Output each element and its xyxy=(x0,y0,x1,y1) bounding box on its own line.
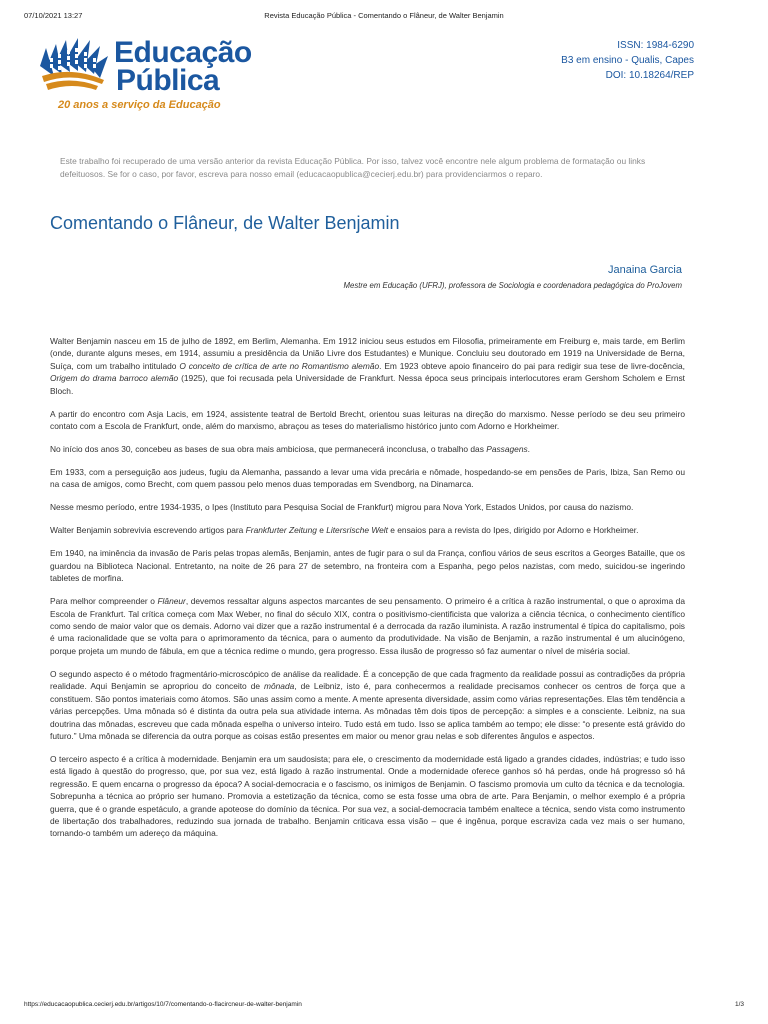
body-paragraph xyxy=(50,443,685,455)
logo-text-line2: Pública xyxy=(116,64,220,97)
text-segment: Para melhor compreender o xyxy=(50,596,158,607)
open-book-icon xyxy=(36,36,116,94)
text-segment: No início dos anos 30, concebeu as bases de sua obra mais ambiciosa, que permanecerá inconclusa, o trabalho das xyxy=(50,444,487,455)
print-datetime: 07/10/2021 13:27 xyxy=(24,11,83,20)
body-paragraph xyxy=(50,547,685,584)
italic-title: Origem do drama barroco alemão xyxy=(50,373,179,384)
italic-title: Passagens xyxy=(486,444,528,455)
site-logo[interactable] xyxy=(36,34,266,120)
italic-title: Litersrische Welt xyxy=(326,525,388,536)
body-paragraph xyxy=(50,753,685,840)
text-segment: Em 1933, com a perseguição aos judeus, fugiu da Alemanha, passando a levar uma vida precária e nômade, hospedando-se em pensões de Paris, Ibiza, San Remo ou na casa de amigos, como Brecht, com quem passou pelo menos duas temporadas em Svendborg, na Dinamarca. xyxy=(50,467,685,490)
body-paragraph xyxy=(50,466,685,491)
text-segment: O segundo aspecto é o método fragmentário-microscópico de análise da realidade. É a concepção de que cada fragmento da realidade possui as contradições da própria realidade. Aqui Benjamin se apropriou do conceito de xyxy=(50,668,685,692)
author-description: Mestre em Educação (UFRJ), professora de Sociologia e coordenadora pedagógica do ProJovem xyxy=(343,281,682,290)
italic-title: Flâneur xyxy=(157,596,186,607)
recovered-version-notice: Este trabalho foi recuperado de uma versão anterior da revista Educação Pública. Por isso, talvez você encontre nele algum problema de formatação ou links defeituosos. Se for o caso, por favor, escreva para nosso email (educacaopublica@cecierj.edu.br) para providenciarmos o reparo. xyxy=(60,156,646,180)
print-page-title: Revista Educação Pública - Comentando o Flâneur, de Walter Benjamin xyxy=(264,11,504,20)
italic-title: mônada xyxy=(264,681,295,692)
text-segment: A partir do encontro com Asja Lacis, em 1924, assistente teatral de Bertold Brecht, orientou suas leituras na direção do marxismo. Nesse período se deu seu primeiro contato com a Escola de Frankfurt, onde, além do marxismo, abraçou as teses do materialismo histórico junto com Adorno e Horkheimer. xyxy=(50,408,685,432)
body-paragraph xyxy=(50,524,685,536)
text-segment: e xyxy=(316,525,327,536)
text-segment: Nesse mesmo período, entre 1934-1935, o Ipes (Instituto para Pesquisa Social de Frankfurt) migrou para Nova York, Estados Unidos, por causa do nazismo. xyxy=(50,502,634,513)
logo-text-line1: Educação xyxy=(114,36,252,69)
doi: DOI: 10.18264/REP xyxy=(605,70,694,81)
journal-meta xyxy=(561,38,694,83)
article-body xyxy=(50,335,685,850)
body-paragraph xyxy=(50,408,685,433)
text-segment: e ensaios para a revista do Ipes, dirigido por Adorno e Horkheimer. xyxy=(387,525,639,536)
qualis-rating: B3 em ensino - Qualis, Capes xyxy=(561,55,694,66)
text-segment: Em 1940, na iminência da invasão de Paris pelas tropas alemãs, Benjamin, antes de fugir para o sul da França, confiou vários de seus escritos a Georges Bataille, que os guardou na Biblioteca Nacional. Entretanto, na noite de 26 para 27 de setembro, na fronteira com a Espanha, pego pelos nazistas, com medo, suicidou-se ingerindo tabletes de morfina. xyxy=(50,548,685,584)
issn: ISSN: 1984-6290 xyxy=(617,40,694,51)
text-segment: Walter Benjamin sobrevivia escrevendo artigos para xyxy=(50,525,246,536)
italic-title: O conceito de crítica de arte no Romantismo alemão xyxy=(179,360,380,371)
print-page-number: 1/3 xyxy=(734,1001,744,1008)
author-name[interactable]: Janaina Garcia xyxy=(608,264,682,276)
text-segment: , devemos ressaltar alguns aspectos marcantes de seu pensamento. O primeiro é a crítica à razão instrumental, o que o aproxima da Escola de Frankfurt. Tal crítica começa com Max Weber, no final do século XIX, contra o positivismo-cientificista que valoriza a ciência técnica, o conhecimento científico como sendo de maior valor que os demais. Adorno vai dizer que a razão instrumental é a derrocada da razão iluminista. A razão instrumental é típica do capitalismo, pois é uma racionalidade que se volta para o aprimoramento da técnica, para o aumento da produtividade. Na visão de Benjamin, a razão instrumental é um alucinógeno, porque projeta um mundo de fábula, em que a técnica redime o mundo, gera progresso. Essa ilusão de progresso só faz aumentar o nível de miséria social. xyxy=(50,596,686,656)
body-paragraph xyxy=(50,595,685,657)
italic-title: Frankfurter Zeitung xyxy=(245,525,317,536)
body-paragraph xyxy=(50,335,685,397)
print-url: https://educacaopublica.cecierj.edu.br/artigos/10/7/comentando-o-flacircneur-de-walter-benjamin xyxy=(24,1001,302,1008)
text-segment: O terceiro aspecto é a crítica à modernidade. Benjamin era um saudosista; para ele, o crescimento da modernidade está ligado a grandes cidades, indústrias; e tudo isso está ligado à questão do progresso, que, por sua vez, está ligado à razão instrumental. Onde a modernidade oferece ganhos só há perdas, onde há progresso só há regressão. E quem encarna o progresso da época? A social-democracia e o fascismo, os inimigos de Benjamin. O fascismo promovia um culto da técnica e da tecnologia. Sobrepunha a técnica ao próprio ser humano. Promovia a estetização da técnica, como se esta fosse uma obra de arte. Para Benjamin, o melhor exemplo é a própria guerra, que é o grande espetáculo, a grande apoteose do domínio da técnica. Por sua vez, a social-democracia também enaltece a técnica, sendo vista como instrumento de libertação dos trabalhadores, reduzindo sua jornada de trabalho. Benjamin criticava essa visão – que é ingênua, porque escraviza cada vez mais o ser humano, tornando-o também um adereço da máquina. xyxy=(50,753,685,839)
text-segment: , de Leibniz, isto é, para conhecermos a realidade precisamos conhecer os centros de força que a constituem. São pontos imateriais como átomos. São unas assim como a mente. A mente apresenta diversidade, assim como várias representações. Elas têm tendência a várias percepções. Uma mônada só é distinta da outra pela sua atividade interna. As mônadas têm dois tipos de percepção: a simples e a consciente. Leibniz, na sua doutrina das mônadas, escreveu que cada mônada espelha o universo inteiro. Tudo está em tudo. Isso se aplica também ao tempo; ele disse: “o presente está grávido do futuro.” Uma mônada se diferencia da outra porque as coisas estão presentes em maior ou menor grau nelas e sob diferentes ângulos e aspectos. xyxy=(50,681,686,741)
text-segment: (1925), que foi recusada pela Universidade de Frankfurt. Nessa época seus principais interlocutores eram Gershom Scholem e Ernst Bloch. xyxy=(50,373,686,396)
print-footer xyxy=(24,1001,744,1010)
logo-tagline: 20 anos a serviço da Educação xyxy=(58,99,221,111)
print-header xyxy=(24,11,744,21)
body-paragraph xyxy=(50,668,685,742)
text-segment: Walter Benjamin nasceu em 15 de julho de 1892, em Berlim, Alemanha. Em 1912 iniciou seus estudos em Filosofia, primeiramente em Freiburg e, mais tarde, em Berlim (onde, durante alguns meses, em 1914, assumiu a presidência da União Livre dos Estudantes) e Munique. Concluiu seu doutorado em 1919 na Universidade de Berna, Suíça, com um trabalho intitulado xyxy=(50,336,685,371)
article-title: Comentando o Flâneur, de Walter Benjamin xyxy=(50,213,400,233)
text-segment: . Em 1923 obteve apoio financeiro do pai para redigir sua tese de livre-docência, xyxy=(379,360,685,371)
text-segment: . xyxy=(527,444,530,455)
body-paragraph xyxy=(50,501,685,513)
